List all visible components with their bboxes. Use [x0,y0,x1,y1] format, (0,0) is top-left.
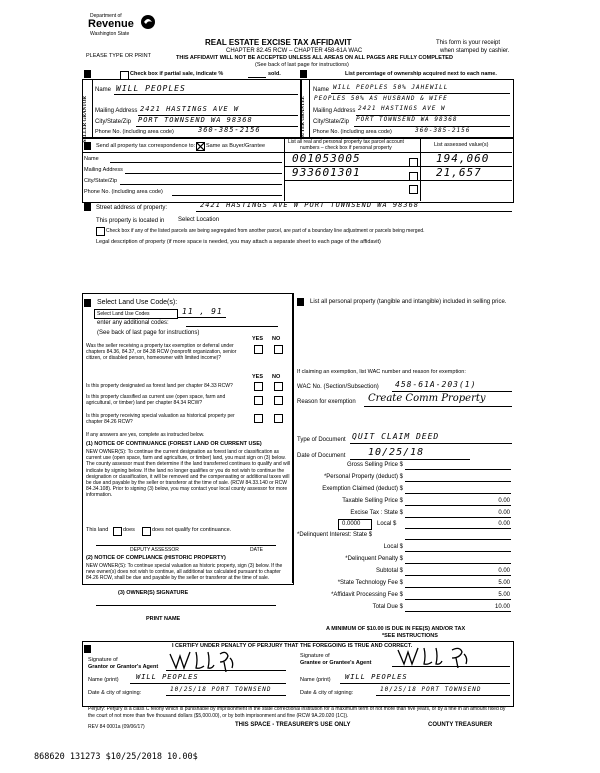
grantee-name-print-label: Name (print) [300,677,331,683]
land-use-label: Select Land Use Code(s): [97,299,178,306]
seller-name-line [114,94,298,95]
q-forest: Is this property designated as forest land per chapter 84.33 RCW? [86,383,233,389]
continuance-title: (1) NOTICE OF CONTINUANCE (FOREST LAND OR CURRENT USE) [86,441,262,447]
header-see-back: (See back of last page for instructions) [255,62,349,68]
grantee-sig-label-1: Signature of [300,653,330,659]
buyer-side-label: BUYER GRANTEE [301,96,306,140]
interest-state-line[interactable] [405,539,511,540]
buyer-name-value-2[interactable]: PEOPLES 50% AS HUSBAND & WIFE [314,95,448,102]
grantor-sig-label-1: Signature of [88,657,118,663]
assessed-divider [420,138,421,201]
instructions-note: If any answers are yes, complete as instructed below. [86,432,205,438]
center-divider [292,293,293,583]
buyer-name-label: Name [313,87,330,93]
subtotal-line [405,575,511,576]
same-as-buyer-checkbox[interactable] [196,142,205,151]
grantor-signature[interactable] [168,648,238,672]
parcel-row-2-line [284,180,512,181]
wac-label: WAC No. (Section/Subsection) [297,384,379,390]
corr-name-label: Name [84,156,99,162]
seller-side-label: SELLER GRANTOR [83,96,88,143]
buyer-mailing-label: Mailing Address [313,108,356,114]
compliance-body: NEW OWNER(S): To continue special valuation as historic property, sign (3) below. If the new owner(s) does not wish to continue, all additional tax calculated pursuant to chapter 84.26 RCW, shall be due and payable by the seller or transferor at the time of sale. [86,563,283,582]
parcel-3-personal-checkbox[interactable] [409,185,418,194]
q-historic: Is this property receiving special valuation as historical property per chapter 84.26 RCW? [86,413,235,425]
processing-fee-label: *Affidavit Processing Fee $ [331,592,403,598]
q-open-space: Is this property classified as current use (open space, farm and agricultural, or timber) land per chapter 84.34 RCW? [86,394,226,406]
local-rate-box[interactable] [338,519,372,530]
section-5-marker [84,299,91,307]
grantee-name-print-value[interactable]: WILL PEOPLES [345,673,408,681]
parcel-2-value[interactable]: 933601301 [292,166,361,179]
grantee-date-line [376,695,510,696]
grantee-signature-line [392,666,510,667]
interest-local-line[interactable] [405,551,511,552]
form-title: REAL ESTATE EXCISE TAX AFFIDAVIT [205,38,352,47]
see-instructions-note: *SEE INSTRUCTIONS [382,633,438,639]
buyer-name-value-1[interactable]: WILL PEOPLES 50% JAHEWILL [333,84,449,91]
cashier-stamp: 868620 131273 $10/25/2018 10.00$ [34,752,198,762]
parcel-header-1: List all real and personal property tax parcel account [288,139,404,145]
total-due-value[interactable]: 10.00 [494,604,510,610]
doc-type-value[interactable]: QUIT CLAIM DEED [352,432,440,441]
doc-date-label: Date of Document [297,453,346,459]
processing-fee-value[interactable]: 5.00 [498,592,510,598]
corr-phone-label: Phone No. (including area code) [84,189,163,195]
grantor-sig-label-2: Grantor or Grantor's Agent [88,664,159,670]
local-tax-line [405,528,511,529]
tech-fee-line [405,587,511,588]
q-exempt: Was the seller receiving a property tax exemption or deferral under chapters 84.36, 84.37, or 84.38 RCW (nonprofit organization, senior citizen, or disabled person, homeowner with limited income)? [86,343,237,361]
additional-codes-field[interactable] [186,326,278,327]
certify-statement: I CERTIFY UNDER PENALTY OF PERJURY THAT THE FOREGOING IS TRUE AND CORRECT. [172,643,413,649]
seller-mailing-label: Mailing Address [95,108,138,114]
total-due-line [405,611,511,612]
section-3-marker [84,142,91,150]
wac-value[interactable]: 458-61A-203(1) [395,380,477,389]
agency-line3: Washington State [90,31,130,37]
section-2-marker [300,70,307,78]
receipt-note-1: This form is your receipt [436,40,501,46]
gross-selling-price-label: Gross Selling Price $ [346,462,403,468]
correspondence-header-line [82,152,284,153]
exempt-yes-header: YES [252,336,264,342]
grantee-sig-label-2: Grantee or Grantee's Agent [300,660,372,666]
partial-sale-pct-field[interactable] [248,77,266,78]
grantee-signature[interactable] [396,644,476,668]
corr-mailing-field[interactable] [125,173,282,174]
buyer-label-divider [309,80,310,138]
tech-fee-value[interactable]: 5.00 [498,580,510,586]
does-qualify-checkbox[interactable] [113,527,122,536]
boundary-adjustment-checkbox[interactable] [96,227,105,236]
historic-no-checkbox[interactable] [274,414,283,423]
reason-value[interactable]: Create Comm Property [368,393,486,404]
additional-codes-label: enter any additional codes: [97,320,169,326]
street-address-line [196,211,512,212]
grantor-date-city-value[interactable]: 10/25/18 PORT TOWNSEND [170,686,272,693]
exempt-yes-checkbox[interactable] [254,345,263,354]
local-tax-value[interactable]: 0.00 [498,521,510,527]
does-label: does [123,527,135,533]
deputy-date-label: DATE [250,547,263,553]
buyer-phone-label: Phone No. (including area code) [313,129,392,135]
class-yes-header: YES [252,374,264,380]
section-6-marker [297,298,304,306]
does-not-label: does not qualify for continuance. [152,527,232,533]
personal-property-deduct-label: *Personal Property (deduct) $ [323,474,403,480]
total-due-label: Total Due $ [372,604,403,610]
parcel-1-value[interactable]: 001053005 [292,152,361,165]
local-rate-value: 0.0000 [342,521,361,527]
buyer-city-value[interactable]: PORT TOWNSEND WA 98368 [356,116,458,123]
legal-description-label: Legal description of property (if more space is needed, you may attach a separate sheet to each page of the affidavit) [96,239,381,245]
interest-local-label: Local $ [383,544,403,550]
land-use-code-line [178,317,226,318]
personal-property-deduct-line [405,481,511,482]
section-1-marker [84,70,91,78]
print-name-label: PRINT NAME [146,616,181,622]
land-use-code-value[interactable]: 11 , 91 [182,307,223,316]
doc-date-value[interactable]: 10/25/18 [368,447,425,458]
excise-state-label: Excise Tax : State $ [350,510,403,516]
taxable-selling-price-label: Taxable Selling Price $ [342,498,403,504]
corr-city-field[interactable] [120,184,282,185]
excise-state-line [405,517,511,518]
ownership-note: List percentage of ownership acquired next to each name. [345,71,497,77]
rev-code: REV 84 0001a (09/06/17) [88,724,145,730]
excise-state-value[interactable]: 0.00 [498,510,510,516]
perjury-note: Perjury: Perjury is a class C felony which is punishable by imprisonment in the state correctional institution for a maximum term of not more than five years, or by a fine in an amount fixed by the court of not more than five thousand dollars ($5,000.00), or by both imprisonment and fine (RCW 9A.20.020 (1C)). [88,706,506,719]
processing-fee-line [405,599,511,600]
corr-name-field[interactable] [110,162,282,163]
doc-type-line [350,443,512,444]
please-type: PLEASE TYPE OR PRINT [86,53,152,59]
continuance-body: NEW OWNER(S): To continue the current designation as forest land or classification as current use (open space, farm and agriculture, or timber) land, you must sign on (3) below. The county assessor must then determine if the land transferred continues to qualify and will indicate by signing below. If the land no longer qualifies or you do not wish to continue the designation or classification, it will be removed and the compensating or additional taxes will be due and payable by the seller or transferor at the time of sale. (RCW 84.33.140 or RCW 84.34.108). Prior to signing (3) below, you may contact your local county assessor for more information. [86,449,290,499]
grantor-name-print-label: Name (print) [88,677,119,683]
buyer-phone-value[interactable]: 360-385-2156 [415,127,471,134]
penalty-line[interactable] [405,563,511,564]
taxable-selling-price-line [405,505,511,506]
land-use-see-back: (See back of last page for instructions) [97,330,200,336]
grantor-name-print-value[interactable]: WILL PEOPLES [136,673,199,681]
land-use-dropdown[interactable] [94,309,178,319]
personal-property-label: List all personal property (tangible and intangible) included in selling price. [310,299,507,305]
grantor-date-city-label: Date & city of signing: [88,690,142,696]
forest-yes-checkbox[interactable] [254,382,263,391]
parcel-header-2: numbers – check box if personal property [300,145,392,151]
forest-no-checkbox[interactable] [274,382,283,391]
exemption-claimed-label: Exemption Claimed (deduct) $ [322,486,403,492]
location-select[interactable]: Select Location [178,217,220,223]
seller-city-value[interactable]: PORT TOWNSEND WA 98368 [138,116,253,124]
gross-selling-price-line [405,469,511,470]
owner-signature-line[interactable] [96,605,276,606]
interest-state-label: *Delinquent Interest: State $ [297,532,373,538]
owner-signature-label: (3) OWNER(S) SIGNATURE [118,590,189,596]
doc-type-label: Type of Document [297,437,346,443]
subtotal-label: Subtotal $ [375,568,403,574]
boundary-note: Check box if any of the listed parcels are being segregated from another parcel, are part of a boundary line adjustment or parcels being merged. [106,228,425,234]
buyer-name-line [331,93,510,94]
partial-sale-sold: sold. [268,71,281,77]
corr-mailing-label: Mailing Address [84,167,123,173]
doc-date-line [350,459,470,460]
seller-label-divider [92,80,93,138]
does-not-qualify-checkbox[interactable] [142,527,151,536]
grantor-name-line [130,683,286,684]
buyer-mailing-value[interactable]: 2421 HASTINGS AVE W [358,105,446,112]
agency-line1: Department of [90,13,122,19]
exempt-no-header: NO [272,336,281,342]
minimum-due-note: A MINIMUM OF $10.00 IS DUE IN FEE(S) AND/OR TAX [326,626,466,632]
seller-mailing-value[interactable]: 2421 HASTINGS AVE W [140,105,240,113]
dor-logo [88,13,158,49]
corr-city-label: City/State/Zip [84,178,118,184]
assessed-2-value[interactable]: 21,657 [436,166,482,179]
send-correspondence-label: Send all property tax correspondence to: [96,143,196,149]
compliance-title: (2) NOTICE OF COMPLIANCE (HISTORIC PROPERTY) [86,555,226,561]
open-space-yes-checkbox[interactable] [254,396,263,405]
dor-swirl-icon [140,13,156,31]
exemption-claim-label: If claiming an exemption, list WAC number and reason for exemption: [297,369,466,375]
open-space-no-checkbox[interactable] [274,396,283,405]
grantee-name-line [340,683,510,684]
penalty-label: *Delinquent Penalty $ [345,556,403,562]
county-treasurer-label: COUNTY TREASURER [428,722,493,728]
section-4-marker [84,203,91,211]
taxable-selling-price-value[interactable]: 0.00 [498,498,510,504]
exempt-no-checkbox[interactable] [274,345,283,354]
treasurer-use-label: THIS SPACE - TREASURER'S USE ONLY [235,722,351,728]
same-as-buyer-label: Same as Buyer/Grantee [206,143,266,149]
historic-yes-checkbox[interactable] [254,414,263,423]
reason-line [364,406,512,407]
assessed-header: List assessed value(s) [434,142,489,148]
class-no-header: NO [272,374,281,380]
grantee-date-city-label: Date & city of signing: [300,690,354,696]
receipt-note-2: when stamped by cashier. [440,48,510,54]
grantor-signature-line [166,670,286,671]
grantee-date-city-value[interactable]: 10/25/18 PORT TOWNSEND [380,686,482,693]
section-7-marker [84,645,91,653]
seller-phone-value[interactable]: 360-385-2156 [198,126,261,134]
street-address-label: Street address of property: [96,205,168,211]
reason-label: Reason for exemption [297,399,356,405]
buyer-city-label: City/State/Zip [313,119,350,125]
subtotal-value[interactable]: 0.00 [498,568,510,574]
assessed-1-value[interactable]: 194,060 [436,152,490,165]
corr-phone-field[interactable] [172,195,282,196]
seller-name-label: Name [95,87,112,93]
form-warning: THIS AFFIDAVIT WILL NOT BE ACCEPTED UNLESS ALL AREAS ON ALL PAGES ARE FULLY COMPLETED [176,55,453,61]
form-chapter: CHAPTER 82.45 RCW – CHAPTER 458-61A WAC [226,48,363,54]
land-does-label: This land [86,527,109,533]
land-use-dropdown-label: Select Land Use Codes [97,311,150,317]
seller-city-label: City/State/Zip [95,119,132,125]
deputy-assessor-line[interactable] [96,545,276,546]
agency-line2: Revenue [88,18,134,30]
local-tax-label: Local $ [377,521,397,527]
wac-line [392,391,512,392]
seller-name-value[interactable]: WILL PEOPLES [116,84,186,93]
check-icon [197,143,204,150]
street-address-value[interactable]: 2421 HASTINGS AVE W PORT TOWNSEND WA 98368 [200,201,420,209]
located-in-label: This property is located in [96,218,165,224]
seller-phone-label: Phone No. (including area code) [95,129,174,135]
tech-fee-label: *State Technology Fee $ [337,580,403,586]
exemption-claimed-line [405,493,511,494]
partial-sale-label: Check box if partial sale, indicate % [130,71,224,77]
correspondence-divider [284,138,285,201]
deputy-assessor-label: DEPUTY ASSESSOR [130,547,179,553]
grantor-date-line [166,695,286,696]
